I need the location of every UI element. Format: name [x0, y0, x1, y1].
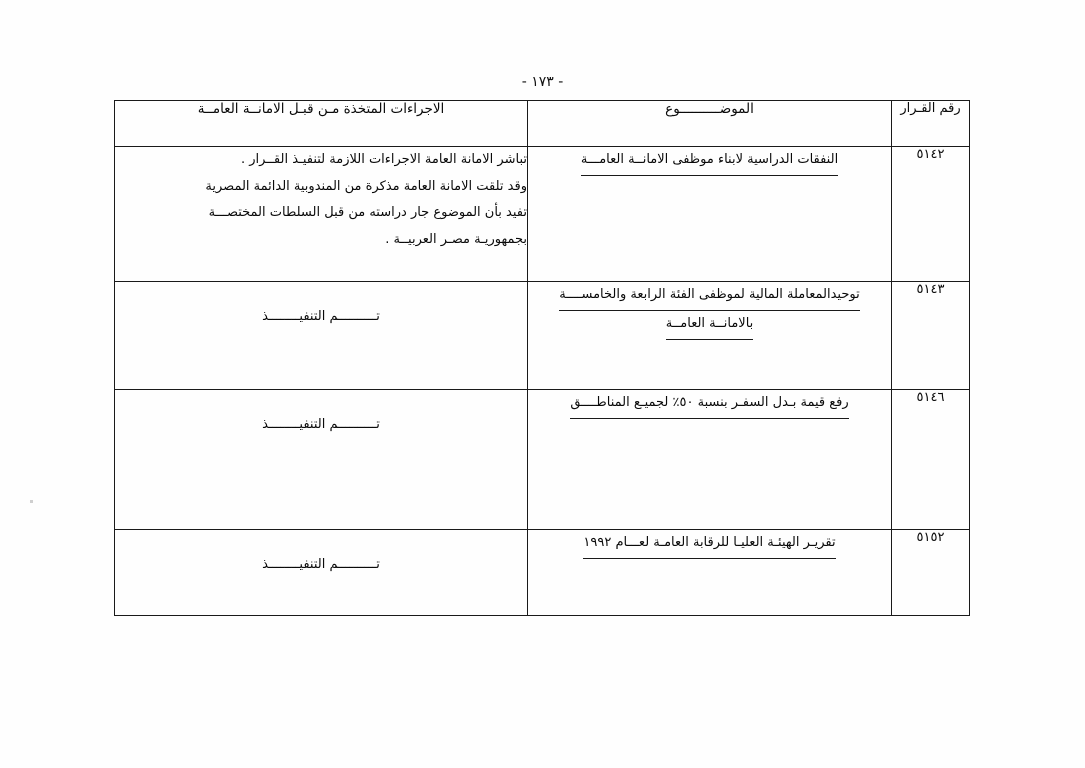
- action-line: تفيد بأن الموضوع جار دراسته من قبل السلطات المختصـــة: [208, 205, 527, 221]
- subject-line: رفع قيمة بـدل السفـر بنسبة ٥٠٪ لجميـع المناطــــق: [570, 390, 848, 419]
- table-row: [115, 390, 970, 530]
- table-header-row: [115, 101, 970, 147]
- scan-artifact: [30, 500, 33, 503]
- header-actions: الاجراءات المتخذة مـن قبـل الامانــة العامــة: [115, 101, 528, 147]
- subject-line: بالامانــة العامــة: [666, 311, 754, 340]
- decisions-table: [114, 100, 970, 616]
- cell-subject: [528, 390, 892, 530]
- cell-decision-number: ٥١٤٣: [892, 282, 970, 390]
- decisions-table-container: [115, 100, 970, 616]
- cell-subject: [528, 530, 892, 616]
- subject-line: النفقات الدراسية لابناء موظفى الامانــة العامـــة: [581, 147, 838, 176]
- cell-action: [115, 282, 528, 390]
- subject-line: تقريـر الهيئـة العليـا للرقابة العامـة لعـــام ١٩٩٢: [583, 530, 835, 559]
- action-line: وقد تلقت الامانة العامة مذكرة من المندوبية الدائمة المصرية: [205, 178, 527, 194]
- cell-decision-number: ٥١٤٦: [892, 390, 970, 530]
- cell-action: [115, 147, 528, 282]
- cell-action: [115, 390, 528, 530]
- action-line: بجمهوريـة مصـر العربيــة .: [385, 231, 527, 247]
- table-row: [115, 282, 970, 390]
- subject-line: توحيدالمعاملة المالية لموظفى الفئة الرابعة والخامســــة: [559, 282, 859, 311]
- cell-action: [115, 530, 528, 616]
- action-line: تــــــــــم التنفيــــــــذ: [262, 417, 380, 432]
- action-line: تــــــــــم التنفيــــــــذ: [262, 557, 380, 572]
- action-line: تــــــــــم التنفيــــــــذ: [262, 309, 380, 324]
- cell-subject: [528, 282, 892, 390]
- page-number: - ١٧٣ -: [521, 74, 564, 90]
- cell-decision-number: ٥١٥٢: [892, 530, 970, 616]
- cell-subject: [528, 147, 892, 282]
- table-row: [115, 147, 970, 282]
- header-subject: الموضــــــــــوع: [528, 101, 892, 147]
- header-decision-number: رقم القـرار: [892, 101, 970, 147]
- cell-decision-number: ٥١٤٢: [892, 147, 970, 282]
- table-row: [115, 530, 970, 616]
- action-line: تباشر الامانة العامة الاجراءات اللازمة لتنفيـذ القــرار .: [240, 152, 527, 167]
